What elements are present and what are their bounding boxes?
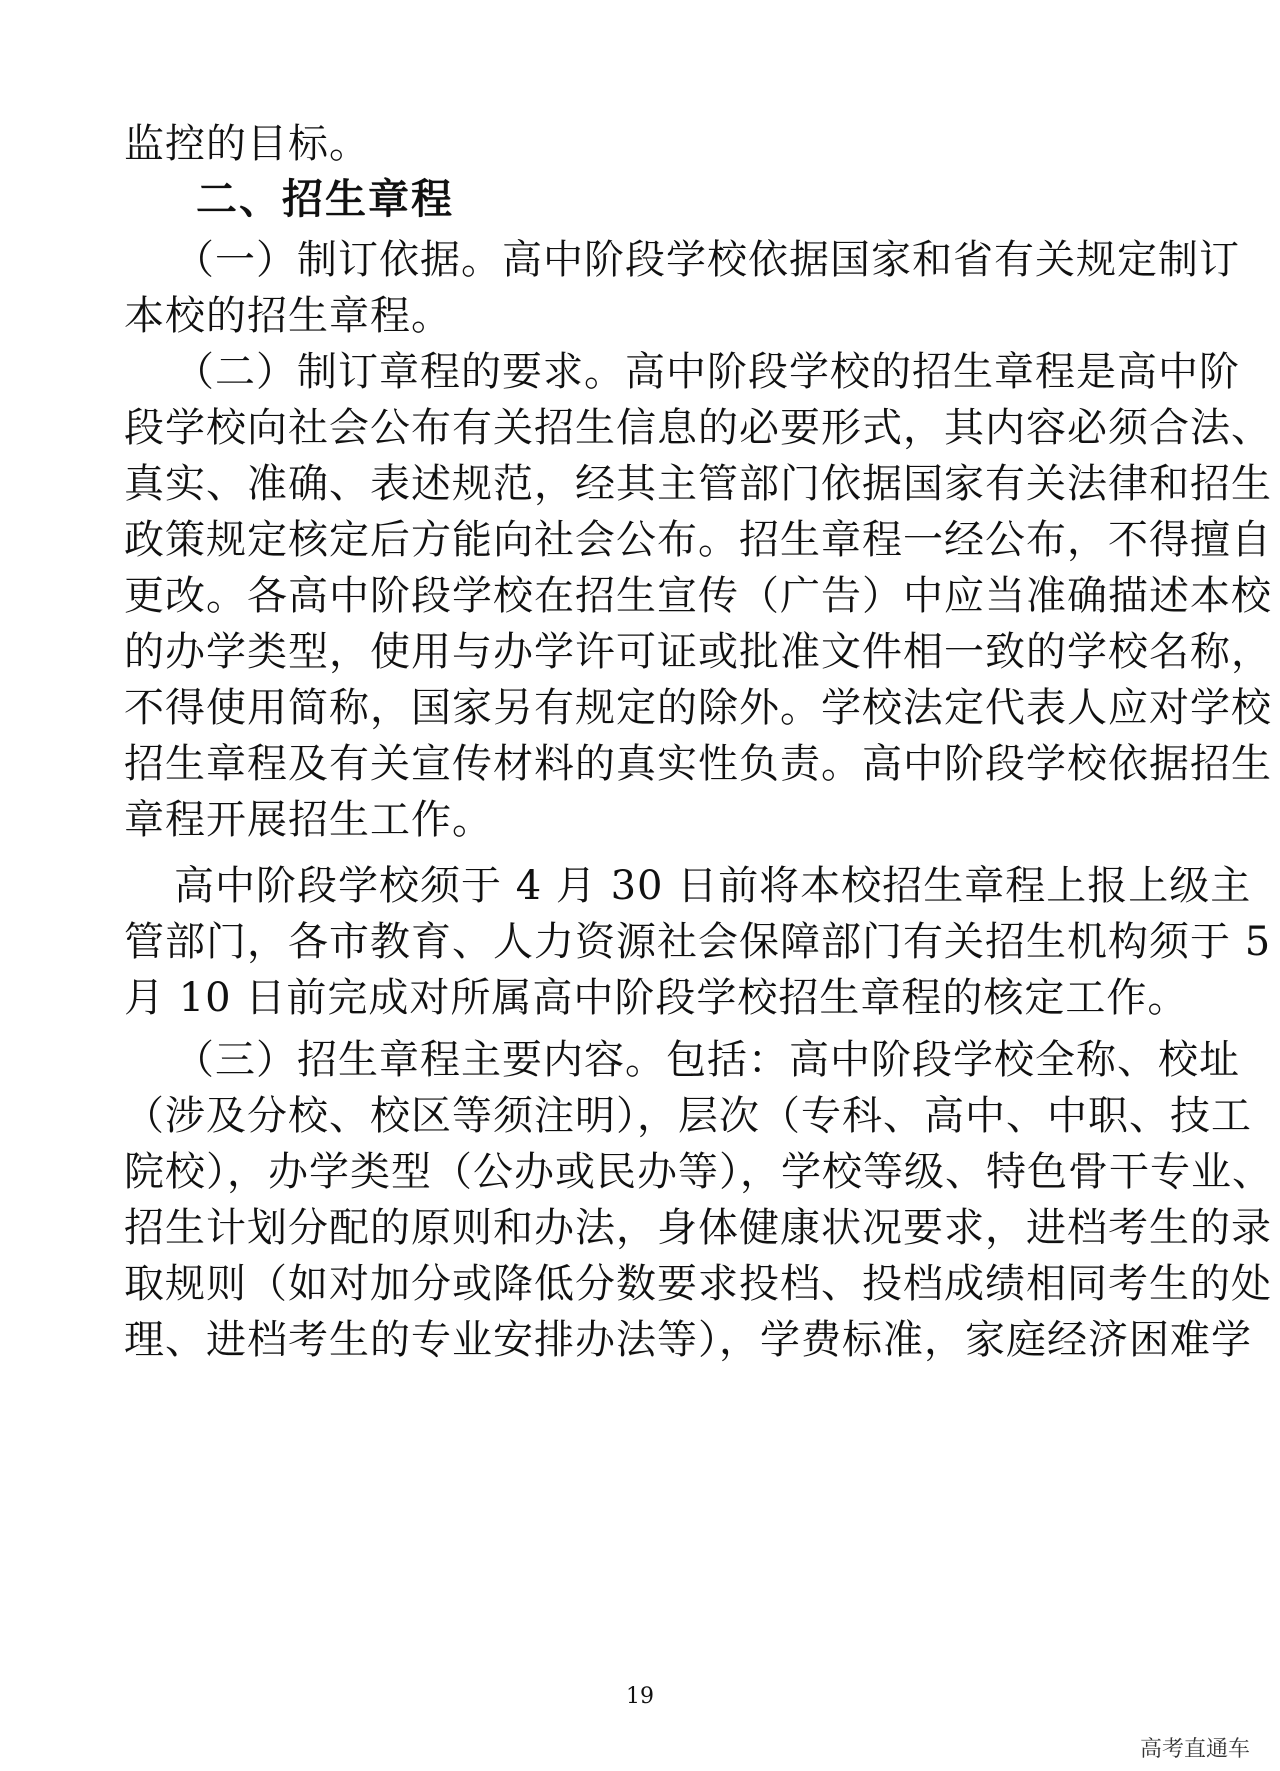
page-number: 19 [626, 1684, 654, 1709]
text-line-7: 政策规定核定后方能向社会公布。招生章程一经公布，不得擅自 [124, 517, 1272, 563]
text-line-18: 院校），办学类型（公办或民办等），学校等级、特色骨干专业、 [124, 1149, 1273, 1195]
watermark: 高考直通车 [1139, 1737, 1250, 1762]
text-line-20: 取规则（如对加分或降低分数要求投档、投档成绩相同考生的处 [124, 1261, 1272, 1307]
text-line-15: 月 10 日前完成对所属高中阶段学校招生章程的核定工作。 [124, 975, 1189, 1021]
text-line-3: 本校的招生章程。 [124, 293, 452, 339]
text-line-13: 高中阶段学校须于 4 月 30 日前将本校招生章程上报上级主 [174, 863, 1252, 909]
text-line-1: 监控的目标。 [124, 121, 370, 167]
text-line-16: （三）招生章程主要内容。包括：高中阶段学校全称、校址 [174, 1037, 1240, 1083]
text-line-21: 理、进档考生的专业安排办法等），学费标准，家庭经济困难学 [124, 1317, 1252, 1363]
text-line-4: （二）制订章程的要求。高中阶段学校的招生章程是高中阶 [174, 349, 1240, 395]
text-line-8: 更改。各高中阶段学校在招生宣传（广告）中应当准确描述本校 [124, 573, 1272, 619]
text-line-19: 招生计划分配的原则和办法，身体健康状况要求，进档考生的录 [124, 1205, 1272, 1251]
text-line-17: （涉及分校、校区等须注明），层次（专科、高中、中职、技工 [124, 1093, 1252, 1139]
text-line-12: 章程开展招生工作。 [124, 797, 493, 843]
text-line-5: 段学校向社会公布有关招生信息的必要形式，其内容必须合法、 [124, 405, 1272, 451]
text-line-11: 招生章程及有关宣传材料的真实性负责。高中阶段学校依据招生 [124, 741, 1272, 787]
text-line-14: 管部门，各市教育、人力资源社会保障部门有关招生机构须于 5 [124, 919, 1272, 965]
text-line-6: 真实、准确、表述规范，经其主管部门依据国家有关法律和招生 [124, 461, 1272, 507]
text-line-10: 不得使用简称，国家另有规定的除外。学校法定代表人应对学校 [124, 685, 1272, 731]
text-line-9: 的办学类型，使用与办学许可证或批准文件相一致的学校名称， [124, 629, 1272, 675]
text-line-2: （一）制订依据。高中阶段学校依据国家和省有关规定制订 [174, 237, 1240, 283]
section-heading: 二、招生章程 [196, 175, 454, 223]
